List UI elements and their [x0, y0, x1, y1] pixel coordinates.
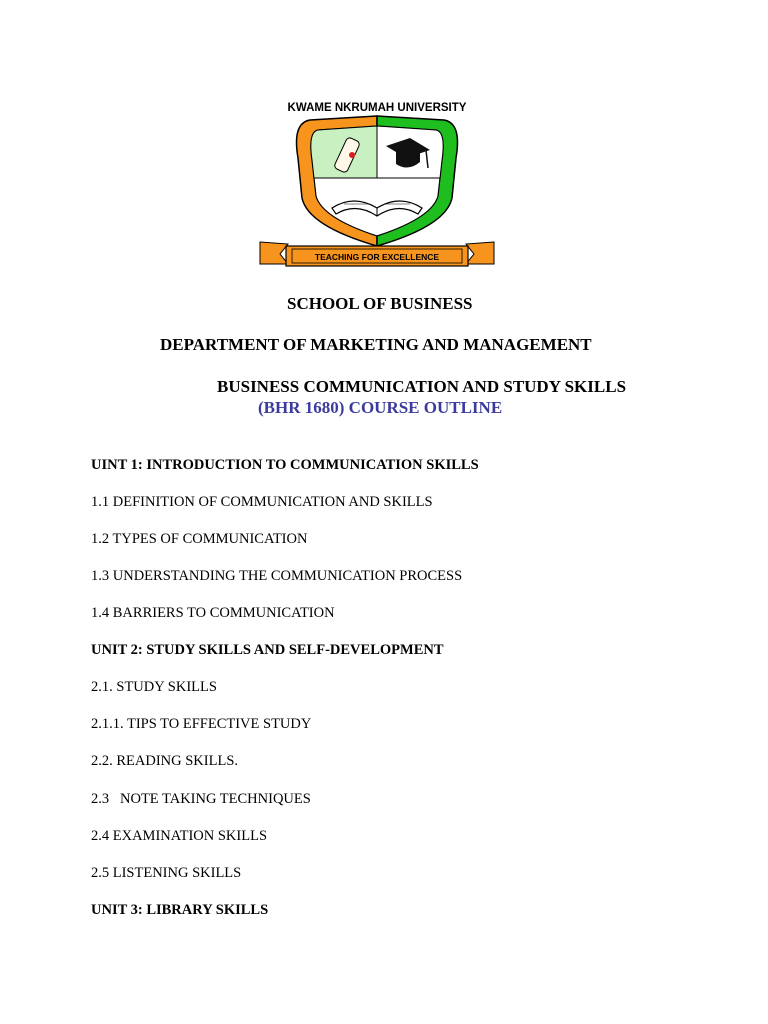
outline-item: 2.5 LISTENING SKILLS [91, 865, 242, 881]
outline-item: 2.3 NOTE TAKING TECHNIQUES [91, 791, 311, 807]
outline-item: 2.1.1. TIPS TO EFFECTIVE STUDY [91, 716, 312, 732]
unit-heading-1: UINT 1: INTRODUCTION TO COMMUNICATION SKILLS [91, 457, 479, 473]
course-title: BUSINESS COMMUNICATION AND STUDY SKILLS [217, 377, 627, 396]
course-code-line: (BHR 1680) COURSE OUTLINE [258, 398, 503, 417]
outline-item: 1.1 DEFINITION OF COMMUNICATION AND SKILLS [91, 494, 433, 510]
outline-item: 2.1. STUDY SKILLS [91, 679, 217, 695]
motto-text: TEACHING FOR EXCELLENCE [314, 252, 440, 262]
outline-item: 1.3 UNDERSTANDING THE COMMUNICATION PROCESS [91, 568, 463, 584]
unit-heading-2: UNIT 2: STUDY SKILLS AND SELF-DEVELOPMENT [91, 642, 444, 658]
crest-svg [258, 98, 496, 270]
department-title: DEPARTMENT OF MARKETING AND MANAGEMENT [160, 335, 592, 354]
unit-heading-3: UNIT 3: LIBRARY SKILLS [91, 902, 269, 918]
outline-item: 1.4 BARRIERS TO COMMUNICATION [91, 605, 335, 621]
university-name: KWAME NKRUMAH UNIVERSITY [287, 102, 467, 114]
outline-item: 1.2 TYPES OF COMMUNICATION [91, 531, 308, 547]
school-title: SCHOOL OF BUSINESS [287, 294, 473, 313]
outline-item: 2.4 EXAMINATION SKILLS [91, 828, 268, 844]
university-crest [258, 98, 496, 270]
outline-item: 2.2. READING SKILLS. [91, 753, 239, 769]
